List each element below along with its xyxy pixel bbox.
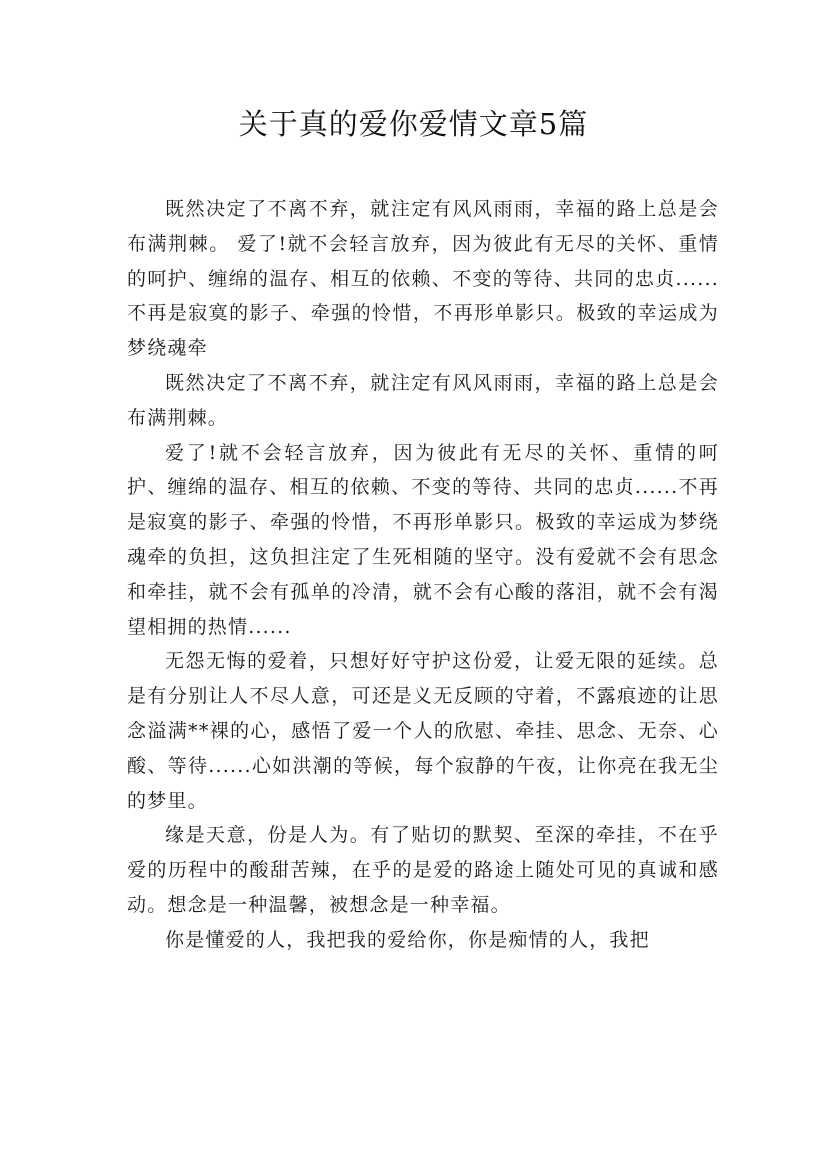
document-title: 关于真的爱你爱情文章5篇: [238, 107, 589, 141]
paragraph-6: 你是懂爱的人，我把我的爱给你，你是痴情的人，我把: [165, 928, 650, 951]
paragraph-4: 无怨无悔的爱着，只想好好守护这份爱，让爱无限的延续。总是有分别让人不尽人意，可还是义无反顾的守着，不露痕迹的让思念溢满**裸的心，感悟了爱一个人的欣慰、牵挂、思念、无奈、心酸、等待......心如洪潮的等候，每个寂静的午夜，让你亮在我无尘的梦里。: [127, 650, 719, 812]
paragraph-5: 缘是天意，份是人为。有了贴切的默契、至深的牵挂，不在乎爱的历程中的酸甜苦辣，在乎的是爱的路途上随处可见的真诚和感动。想念是一种温馨，被想念是一种幸福。: [127, 824, 719, 916]
paragraph-3: 爱了!就不会轻言放弃，因为彼此有无尽的关怀、重情的呵护、缠绵的温存、相互的依赖、不变的等待、共同的忠贞......不再是寂寞的影子、牵强的怜惜，不再形单影只。极致的幸运成为梦绕魂牵的负担，这负担注定了生死相随的坚守。没有爱就不会有思念和牵挂，就不会有孤单的冷清，就不会有心酸的落泪，就不会有渴望相拥的热情......: [127, 441, 719, 638]
paragraph-2: 既然决定了不离不弃，就注定有风风雨雨，幸福的路上总是会布满荆棘。: [127, 371, 719, 429]
document-body: [127, 192, 719, 958]
paragraph-1: 既然决定了不离不弃，就注定有风风雨雨，幸福的路上总是会布满荆棘。 爱了!就不会轻言放弃，因为彼此有无尽的关怀、重情的呵护、缠绵的温存、相互的依赖、不变的等待、共同的忠贞......不再是寂寞的影子、牵强的怜惜，不再形单影只。极致的幸运成为梦绕魂牵: [127, 198, 719, 360]
